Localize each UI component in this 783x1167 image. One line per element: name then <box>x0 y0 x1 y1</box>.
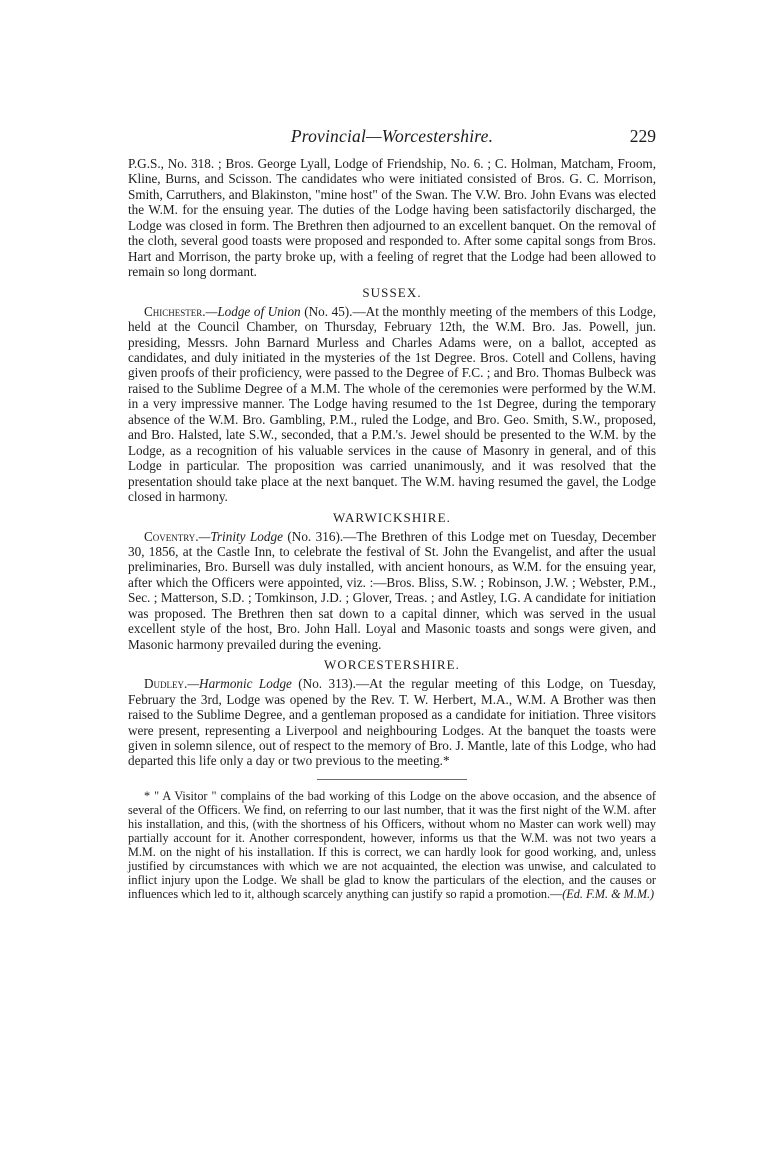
section-heading: SUSSEX. <box>362 284 422 300</box>
section-paragraph <box>128 529 656 653</box>
lodge-name: —Harmonic Lodge <box>187 676 292 692</box>
place-name: Chichester. <box>144 303 206 319</box>
place-name: Dudley. <box>144 676 188 692</box>
continued-paragraph: P.G.S., No. 318. ; Bros. George Lyall, Lodge of Friendship, No. 6. ; C. Holman, Matcham, Froom, Kline, Burns, and Scisson. The candidates who were initiated consisted of Bros. G. C. Morrison, Smith, Carruthers, and Blakinston, "mine host" of the Swan. The V.W. Bro. John Evans was elected the W.M. for the ensuing year. The duties of the Lodge having been satisfactorily discharged, the Lodge was closed in form. The Brethren then adjourned to an excellent banquet. On the removal of the cloth, several good toasts were proposed and responded to. After some capital songs from Bros. Hart and Morrison, the party broke up, with a feeling of regret that the Lodge had been allowed to remain so long dormant. <box>128 156 656 280</box>
section-heading: WARWICKSHIRE. <box>333 509 451 525</box>
footnote-editor-credit: (Ed. F.M. & M.M.) <box>562 887 655 902</box>
section-worcestershire <box>128 657 656 769</box>
section-warwickshire <box>128 510 656 653</box>
section-paragraph <box>128 304 656 505</box>
footnote <box>128 789 656 901</box>
section-paragraph <box>128 676 656 769</box>
section-heading: WORCESTERSHIRE. <box>323 657 461 673</box>
lodge-name: —Trinity Lodge <box>198 528 283 544</box>
running-head <box>128 126 656 152</box>
running-title: Provincial—Worcestershire. <box>290 126 494 146</box>
report-text: (No. 313).—At the regular meeting of this Lodge, on Tuesday, February the 3rd, Lodge was opened by the Rev. T. W. Herbert, M.A., W.M. A Brother was then raised to the Sublime Degree, and a gentleman proposed as a candidate for initiation. Three visitors were present, representing a Liverpool and neighbouring Lodges. At the banquet the toasts were given in solemn silence, out of respect to the memory of Bro. J. Mantle, late of this Lodge, who had departed this life only a day or two previous to the meeting.* <box>128 676 656 769</box>
journal-page <box>128 126 656 901</box>
report-text: (No. 316).—The Brethren of this Lodge met on Tuesday, December 30, 1856, at the Castle Inn, to celebrate the festival of St. John the Evangelist, and after the usual preliminaries, Bro. Bursell was duly installed, with ancient honours, as W.M. for the ensuing year, after which the Officers were appointed, viz. :—Bros. Bliss, S.W. ; Robinson, J.W. ; Webster, P.M., Sec. ; Matterson, S.D. ; Tomkinson, J.D. ; Glover, Treas. ; and Astley, I.G. A candidate for initiation was proposed. The Brethren then sat down to a capital dinner, which was served in the usual excellent style of the host, Bro. John Hall. Loyal and Masonic toasts and songs were given, and Masonic harmony prevailed during the evening. <box>128 528 656 652</box>
footnote-text: * " A Visitor " complains of the bad working of this Lodge on the above occasion, and the absence of several of the Officers. We find, on referring to our last number, that it was the first night of the W.M. after his installation, and this, (with the shortness of his Officers, without whom no Master can work well) may partially account for it. Another correspondent, however, informs us that the W.M. was not two years a M.M. on the night of his installation. If this is correct, we can hardly look for good working, and, unless justified by circumstances with which we are not acquainted, the election was unwise, and calculated to inflict injury upon the Lodge. We shall be glad to know the particulars of the election, and the causes or influences which led to it, although scarcely anything can justify so rapid a promotion.— <box>128 788 656 902</box>
footnote-divider <box>317 779 467 780</box>
section-sussex <box>128 285 656 505</box>
report-text: (No. 45).—At the monthly meeting of the members of this Lodge, held at the Council Chamber, on Thursday, February 12th, the W.M. Bro. Jas. Powell, jun. presiding, Messrs. John Barnard Murless and Charles Adams were, on a ballot, accepted as candidates, and duly initiated in the mysteries of the 1st Degree. Bros. Cotell and Collens, having given proofs of their proficiency, were passed to the Degree of F.C. ; and Bro. Thomas Bulbeck was raised to the Sublime Degree of a M.M. The whole of the ceremonies were performed by the W.M. in a very impressive manner. The Lodge having resumed to the 1st Degree, during the temporary absence of the W.M. Bro. Gambling, P.M., ruled the Lodge, and Bro. Geo. Smith, S.W., proposed, and Bro. Halsted, late S.W., seconded, that a P.M.'s. Jewel should be presented to the W.M. by the Lodge, as a recognition of his valuable services in the cause of Masonry in general, and of this Lodge in particular. The proposition was carried unanimously, and it was resolved that the presentation should take place at the next banquet. The W.M. having resumed the gavel, the Lodge closed in harmony. <box>128 303 656 505</box>
lodge-name: —Lodge of Union <box>205 303 301 319</box>
page-number: 229 <box>629 126 656 146</box>
place-name: Coventry. <box>144 528 199 544</box>
